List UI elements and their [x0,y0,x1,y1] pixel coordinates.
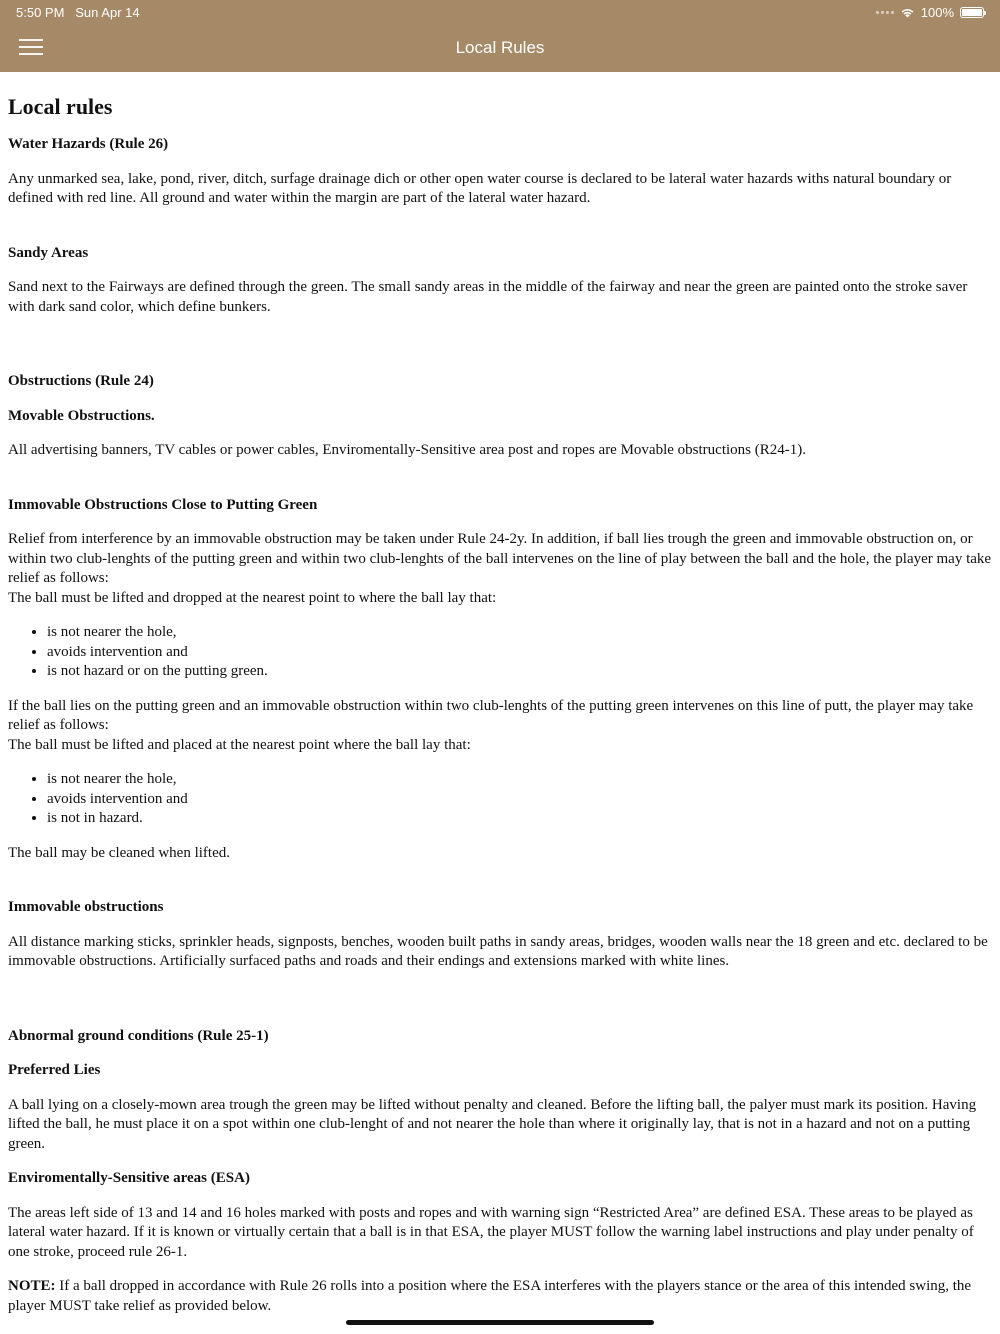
relief-conditions-list-1 [8,623,992,682]
page-title: Local Rules [455,38,545,57]
section-title-preferred-lies: Preferred Lies [8,1062,101,1078]
immovable-close-text: Relief from interference by an immovable obstruction may be taken under Rule 24-2y. In addition, if ball lies trough the green and immovable obstruction on, or within two club-lenghts of the putting green and within two club-lenghts of the ball intervenes on the line of play between the ball and the hole, the player may take relief as follows: The ball must be lifted and dropped at the nearest point to where the ball lay that: [8,531,992,606]
wifi-icon [900,7,915,18]
section-title-abnormal-ground: Abnormal ground conditions (Rule 25-1) [8,1027,269,1044]
list-item: • avoids intervention and [47,643,992,663]
esa-text: The areas left side of 13 and 14 and 16 holes marked with posts and ropes and with warning sign “Restricted Area” are defined ESA. These areas to be played as lateral water hazard. If it is known or virtually certain that a ball is in that ESA, the player MUST follow the warning label instructions and play under penalty of one stroke, proceed rule 26-1. [8,1204,974,1260]
relief-conditions-list-2 [8,770,992,829]
list-item: • avoids intervention and [47,790,992,810]
list-item: • is not nearer the hole, [47,770,992,790]
immovable-obstructions-text: All distance marking sticks, sprinkler heads, signposts, benches, wooden built paths in sandy areas, bridges, wooden walls near the 18 green and etc. declared to be immovable obstructions. Artificially surfaced paths and roads and their endings and extensions marked with white lines. [8,933,988,969]
section-title-esa: Enviromentally-Sensitive areas (ESA) [8,1170,250,1186]
rules-content [8,72,992,1331]
status-bar [0,0,1000,24]
putting-green-relief-text: If the ball lies on the putting green and an immovable obstruction within two club-lenghts of the putting green intervenes on this line of putt, the player may take relief as follows: The ball must be lifted and placed at the nearest point where the ball lay that: [8,697,974,753]
water-hazards-text: Any unmarked sea, lake, pond, river, ditch, surfage drainage dich or other open water course is declared to be lateral water hazards withs natural boundary or defined with red line. All ground and water within the margin are part of the lateral water hazard. [8,170,952,206]
section-title-immovable-obstructions: Immovable obstructions [8,899,164,915]
list-item: • is not nearer the hole, [47,623,992,643]
section-title-movable-obstructions: Movable Obstructions. [8,407,155,424]
sandy-areas-text: Sand next to the Fairways are defined through the green. The small sandy areas in the middle of the fairway and near the green are painted onto the stroke saver with dark sand color, which define bunkers. [8,279,968,315]
note-label: NOTE: [8,1278,56,1294]
list-item: • is not hazard or on the putting green. [47,662,992,682]
preferred-lies-text: A ball lying on a closely-mown area trough the green may be lifted without penalty and cleaned. Before the lifting ball, the palyer must mark its position. Having lifted the ball, he must place it on a spot within one club-lenght of and not nearer the hole than where it originally lay, that is not in a hazard and not on a putting green. [8,1096,977,1152]
content-heading: Local rules [8,94,113,119]
battery-percent: 100% [920,5,954,20]
status-time: 5:50 PM Sun Apr 14 [16,5,140,20]
section-title-sandy-areas: Sandy Areas [8,244,89,261]
section-title-obstructions: Obstructions (Rule 24) [8,373,154,389]
section-title-water-hazards: Water Hazards (Rule 26) [8,136,169,152]
home-indicator[interactable] [346,1320,654,1325]
section-title-immovable-close: Immovable Obstructions Close to Putting Green [8,496,318,513]
navigation-bar [0,24,1000,72]
movable-obstructions-text: All advertising banners, TV cables or power cables, Enviromentally-Sensitive area post and ropes are Movable obstructions (R24-1). [8,442,806,458]
note-text: If a ball dropped in accordance with Rule 26 rolls into a position where the ESA interferes with the players stance or the area of this intended swing, the player MUST take relief as provided below. [8,1278,972,1314]
ball-cleaned-text: The ball may be cleaned when lifted. [8,844,230,861]
list-item: • is not in hazard. [47,809,992,829]
esa-note [8,1277,992,1316]
status-indicators [876,5,984,20]
battery-icon [960,7,984,18]
cellular-signal-icon [876,11,894,14]
